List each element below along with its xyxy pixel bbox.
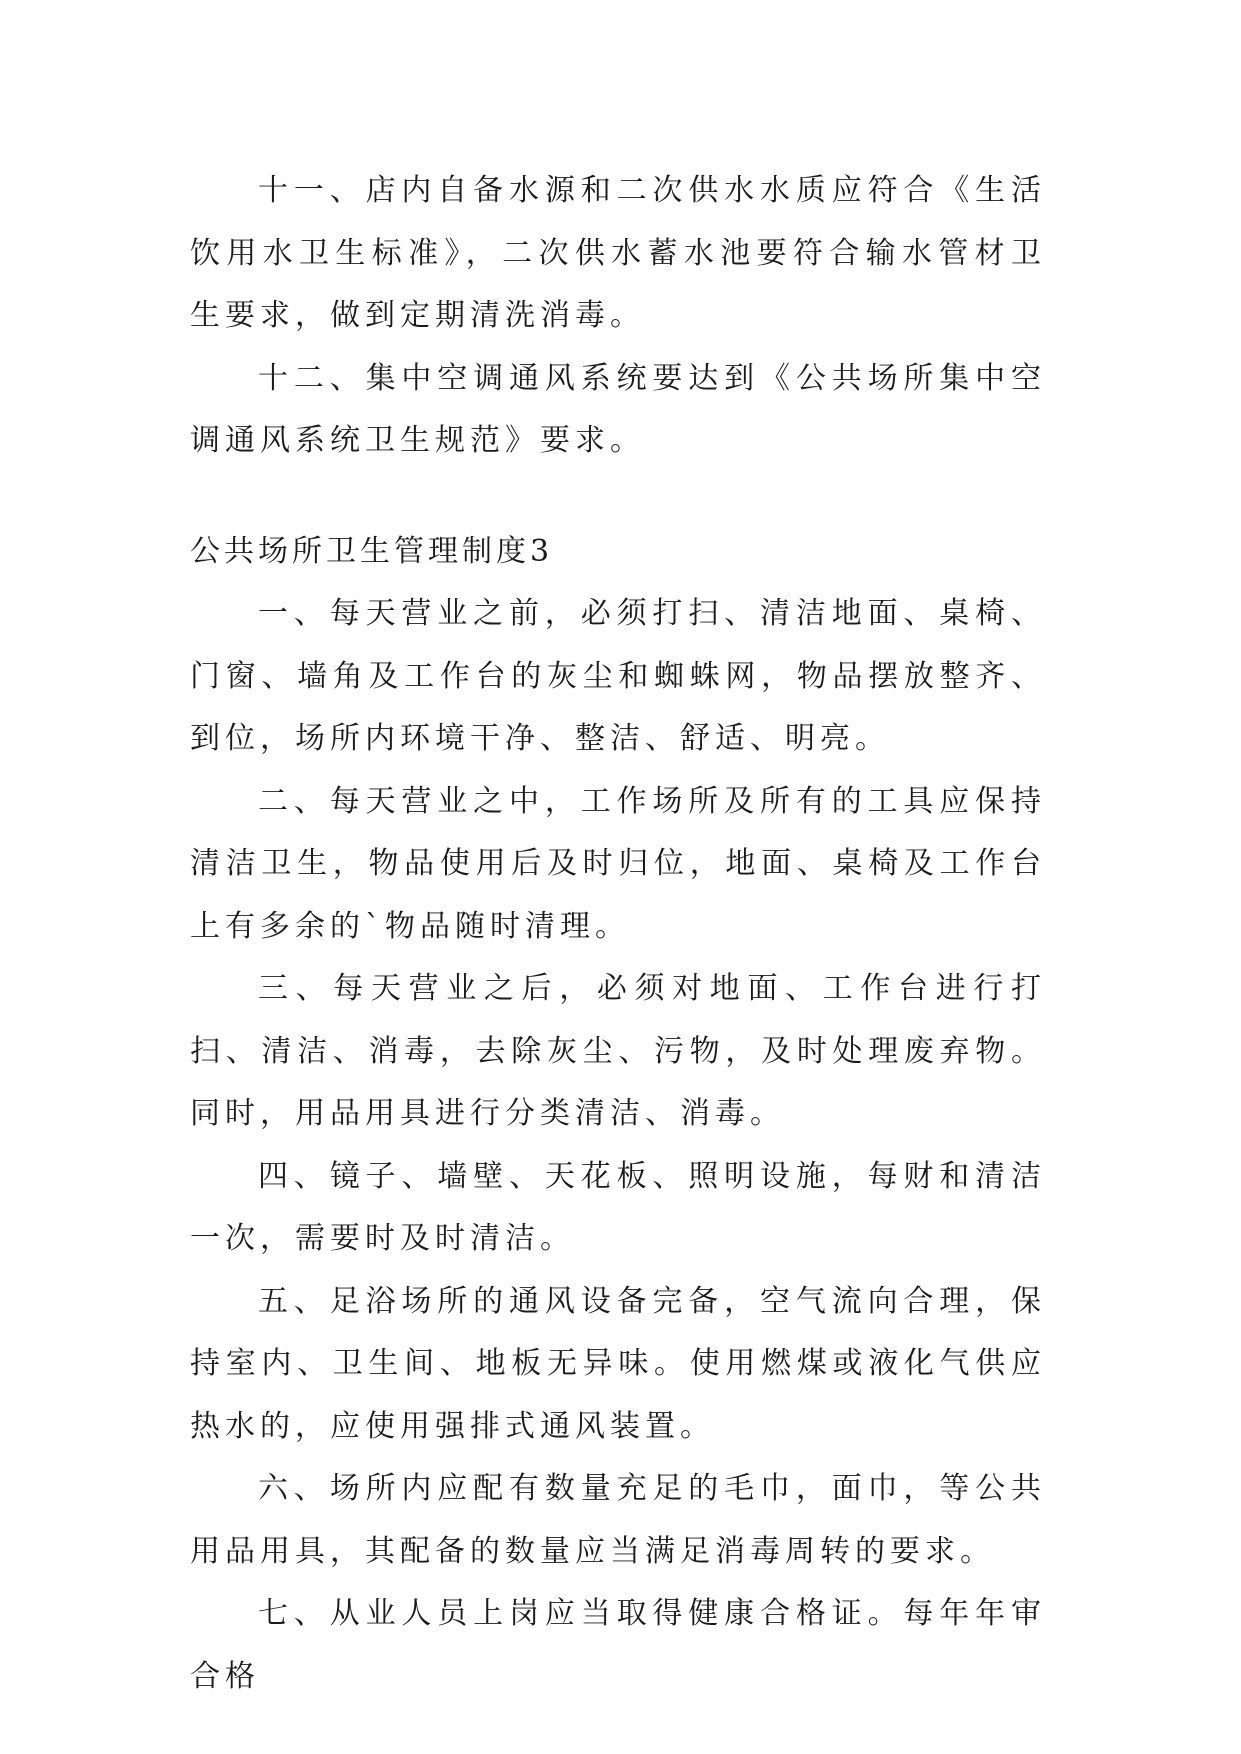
paragraph-item-4: 四、镜子、墙壁、天花板、照明设施，每财和清洁一次，需要时及时清洁。 — [190, 1158, 1046, 1256]
paragraph-item-11: 十一、店内自备水源和二次供水水质应符合《生活饮用水卫生标准》，二次供水蓄水池要符合输水管材卫生要求，做到定期清洗消毒。 — [190, 173, 1046, 333]
paragraph-item-7: 七、从业人员上岗应当取得健康合格证。每年年审合格 — [190, 1596, 1046, 1694]
document-body — [190, 160, 1046, 1708]
paragraph-item-1: 一、每天营业之前，必须打扫、清洁地面、桌椅、门窗、墙角及工作台的灰尘和蜘蛛网，物品摆放整齐、到位，场所内环境干净、整洁、舒适、明亮。 — [190, 596, 1046, 756]
paragraph-item-5: 五、足浴场所的通风设备完备，空气流向合理，保持室内、卫生间、地板无异味。使用燃煤或液化气供应热水的，应使用强排式通风装置。 — [190, 1283, 1046, 1444]
paragraph-item-12: 十二、集中空调通风系统要达到《公共场所集中空调通风系统卫生规范》要求。 — [190, 360, 1046, 458]
paragraph-item-3: 三、每天营业之后，必须对地面、工作台进行打扫、清洁、消毒，去除灰尘、污物，及时处理废弃物。同时，用品用具进行分类清洁、消毒。 — [190, 971, 1046, 1131]
paragraph-item-2: 二、每天营业之中，工作场所及所有的工具应保持清洁卫生，物品使用后及时归位，地面、桌椅及工作台上有多余的`物品随时清理。 — [190, 783, 1046, 944]
section-heading: 公共场所卫生管理制度3 — [190, 533, 554, 569]
paragraph-item-6: 六、场所内应配有数量充足的毛巾，面巾，等公共用品用具，其配备的数量应当满足消毒周转的要求。 — [190, 1471, 1046, 1569]
